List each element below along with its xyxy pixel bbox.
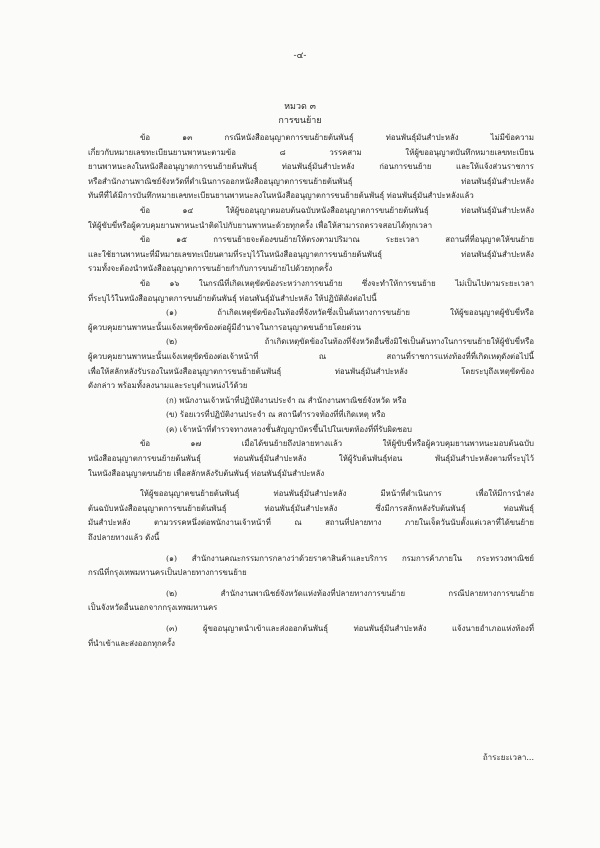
section-13-line: เกี่ยวกับหมายเลขทะเบียนยานพาหนะตามข้อ ๘ วรรคสาม ให้ผู้ขออนุญาตบันทึกหมายเลขทะเบียน (88, 147, 534, 157)
section-14-line: ให้ผู้ขับขี่หรือผู้ควบคุมยานพาหนะนำติดไปกับยานพาหนะด้วยทุกครั้ง เพื่อให้สามารถตรวจสอบได้ทุกเวลา (88, 220, 433, 230)
section-16-item-1-line: (๑) ถ้าเกิดเหตุขัดข้องในท้องที่จังหวัดซึ่งเป็นต้นทางการขนย้าย ให้ผู้ขออนุญาตผู้ขับขี่หรือ (166, 308, 534, 318)
section-17-item-1-line: (๑) สำนักงานคณะกรรมการกลางว่าด้วยราคาสินค้าและบริการ กรมการค้าภายใน กระทรวงพาณิชย์ (166, 553, 534, 563)
section-14-line: ข้อ ๑๔ ให้ผู้ขออนุญาตมอบต้นฉบับหนังสืออนุญาตการขนย้ายต้นพันธุ์ ท่อนพันธุ์มันสำปะหลัง (140, 205, 534, 215)
section-13-line: หรือสำนักงานพาณิชย์จังหวัดที่ดำเนินการออกหนังสืออนุญาตการขนย้ายต้นพันธุ์ ท่อนพันธุ์มันสำปะหลัง (88, 176, 534, 186)
document-body (88, 131, 534, 651)
section-16-subitem-line: (ข) ร้อยเวรที่ปฏิบัติงานประจำ ณ สถานีตำรวจท้องที่ที่เกิดเหตุ หรือ (166, 410, 386, 420)
section-17-line: หนังสืออนุญาตการขนย้ายต้นพันธุ์ ท่อนพันธุ์มันสำปะหลัง ให้ผู้รับต้นพันธุ์ท่อน พันธุ์มันสำปะหลังตามที่ระบุไว้ (88, 454, 534, 464)
section-17-para-2-line: ถึงปลายทางแล้ว ดังนี้ (88, 533, 160, 543)
section-16-subitem-line: (ค) เจ้าหน้าที่ตำรวจทางหลวงชั้นสัญญาบัตรขึ้นไปในเขตท้องที่ที่รับผิดชอบ (166, 424, 412, 434)
chapter-title: หมวด ๓ (284, 102, 316, 112)
section-17-para-2-line: ต้นฉบับหนังสืออนุญาตการขนย้ายต้นพันธุ์ ท่อนพันธุ์มันสำปะหลัง ซึ่งมีการสลักหลังรับต้นพันธุ์ ท่อนพันธุ์ (88, 503, 534, 513)
section-16-item-2-line: ผู้ควบคุมยานพาหนะนั้นแจ้งเหตุขัดข้องต่อเจ้าหน้าที่ ณ สถานที่ราชการแห่งท้องที่ที่เกิดเหตุดังต่อไปนี้ (88, 351, 534, 361)
section-16-line: ที่ระบุไว้ในหนังสืออนุญาตการขนย้ายต้นพันธุ์ ท่อนพันธุ์มันสำปะหลัง ให้ปฏิบัติดังต่อไปนี้ (88, 293, 377, 303)
chapter-subtitle: การขนย้าย (278, 116, 322, 126)
section-17-item-1-line: กรณีที่กรุงเทพมหานครเป็นปลายทางการขนย้าย (88, 568, 247, 578)
section-17-para-2-line: มันสำปะหลัง ตามวรรคหนึ่งต่อพนักงานเจ้าหน้าที่ ณ สถานที่ปลายทาง ภายในเจ็ดวันนับตั้งแต่เวลาที่ได้ขนย้าย (88, 518, 534, 528)
section-17-item-3-line: (๓) ผู้ขออนุญาตนำเข้าและส่งออกต้นพันธุ์ ท่อนพันธุ์มันสำปะหลัง แจ้งนายอำเภอแห่งท้องที่ (166, 624, 534, 633)
section-15-line: ข้อ ๑๕ การขนย้ายจะต้องขนย้ายให้ตรงตามปริมาณ ระยะเวลา สถานที่ที่อนุญาตให้ขนย้าย (140, 235, 534, 245)
section-16-subitem-line: (ก) พนักงานเจ้าหน้าที่ปฏิบัติงานประจำ ณ สำนักงานพาณิชย์จังหวัด หรือ (166, 395, 407, 405)
section-15-line: และใช้ยานพาหนะที่มีหมายเลขทะเบียนตามที่ระบุไว้ในหนังสืออนุญาตการขนย้ายต้นพันธุ์ ท่อนพันธุ์มันสำปะหลัง (88, 249, 534, 259)
section-16-item-1-line: ผู้ควบคุมยานพาหนะนั้นแจ้งเหตุขัดข้องต่อผู้มีอำนาจในการอนุญาตขนย้ายโดยด่วน (88, 322, 362, 332)
section-16-item-2-line: ดังกล่าว พร้อมทั้งลงนามและระบุตำแหน่งไว้ด้วย (88, 381, 248, 391)
section-16-item-2-line: (๒) ถ้าเกิดเหตุขัดข้องในท้องที่จังหวัดอื่นซึ่งมิใช่เป็นต้นทางในการขนย้ายให้ผู้ขับขี่หรือ (166, 337, 534, 347)
continuation-text: ถ้าระยะเวลา... (482, 753, 534, 762)
section-13-line: ยานพาหนะลงในหนังสืออนุญาตการขนย้ายต้นพันธุ์ ท่อนพันธุ์มันสำปะหลัง ก่อนการขนย้าย และให้แจ้งส่วนราชการ (88, 162, 534, 172)
section-17-line: ในหนังสืออนุญาตขนย้าย เพื่อสลักหลังรับต้นพันธุ์ ท่อนพันธุ์มันสำปะหลัง (88, 468, 325, 478)
section-17-item-3-line: ที่นำเข้าและส่งออกทุกครั้ง (88, 638, 175, 648)
section-13-line: ข้อ ๑๓ กรณีหนังสืออนุญาตการขนย้ายต้นพันธุ์ ท่อนพันธุ์มันสำปะหลัง ไม่มีข้อความ (140, 133, 534, 142)
section-17-line: ข้อ ๑๗ เมื่อได้ขนย้ายถึงปลายทางแล้ว ให้ผู้ขับขี่หรือผู้ควบคุมยานพาหนะมอบต้นฉบับ (140, 439, 534, 449)
section-16-item-2-line: เพื่อให้สลักหลังรับรองในหนังสืออนุญาตการขนย้ายต้นพันธุ์ ท่อนพันธุ์มันสำปะหลัง โดยระบุถึงเหตุขัดข้อง (88, 366, 534, 376)
section-13-line: ทันทีที่ได้มีการบันทึกหมายเลขทะเบียนยานพาหนะลงในหนังสืออนุญาตการขนย้ายต้นพันธุ์ ท่อนพันธุ์มันสำปะหลังแล้ว (88, 191, 474, 201)
section-16-line: ข้อ ๑๖ ในกรณีที่เกิดเหตุขัดข้องระหว่างการขนย้าย ซึ่งจะทำให้การขนย้าย ไม่เป็นไปตามระยะเวลา (140, 278, 534, 288)
section-17-item-2-line: (๒) สำนักงานพาณิชย์จังหวัดแห่งท้องที่ปลายทางการขนย้าย กรณีปลายทางการขนย้าย (166, 588, 534, 598)
section-15-line: รวมทั้งจะต้องนำหนังสืออนุญาตการขนย้ายกำกับการขนย้ายไปด้วยทุกครั้ง (88, 264, 333, 274)
section-17-item-2-line: เป็นจังหวัดอื่นนอกจากกรุงเทพมหานคร (88, 603, 218, 613)
section-17-para-2-line: ให้ผู้ขออนุญาตขนย้ายต้นพันธุ์ ท่อนพันธุ์มันสำปะหลัง มีหน้าที่ดำเนินการ เพื่อให้มีการนำส่ง (140, 489, 534, 499)
page-number: -๔- (293, 51, 307, 61)
